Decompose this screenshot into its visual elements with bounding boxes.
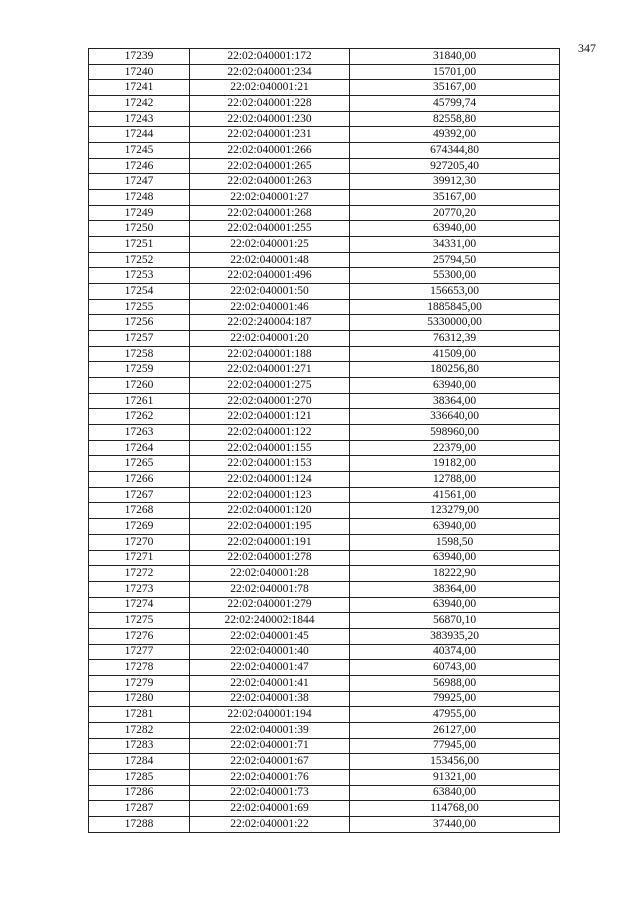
cadastral-number-cell: 22:02:040001:122 <box>190 425 350 441</box>
cadastral-number-cell: 22:02:040001:123 <box>190 487 350 503</box>
row-number-cell: 17267 <box>89 487 190 503</box>
cadastral-number-cell: 22:02:040001:172 <box>190 49 350 65</box>
value-cell: 38364,00 <box>350 581 560 597</box>
table-row <box>89 111 560 127</box>
cadastral-number-cell: 22:02:040001:263 <box>190 174 350 190</box>
row-number-cell: 17275 <box>89 613 190 629</box>
row-number-cell: 17274 <box>89 597 190 613</box>
table-row <box>89 96 560 112</box>
value-cell: 56870,10 <box>350 613 560 629</box>
cadastral-number-cell: 22:02:040001:41 <box>190 675 350 691</box>
value-cell: 76312,39 <box>350 331 560 347</box>
cadastral-number-cell: 22:02:040001:71 <box>190 738 350 754</box>
table-row <box>89 158 560 174</box>
cadastral-number-cell: 22:02:040001:234 <box>190 64 350 80</box>
table-row <box>89 487 560 503</box>
value-cell: 39912,30 <box>350 174 560 190</box>
cadastral-number-cell: 22:02:040001:496 <box>190 268 350 284</box>
cadastral-number-cell: 22:02:040001:48 <box>190 252 350 268</box>
cadastral-number-cell: 22:02:040001:78 <box>190 581 350 597</box>
cadastral-number-cell: 22:02:040001:153 <box>190 456 350 472</box>
table-row <box>89 707 560 723</box>
value-cell: 49392,00 <box>350 127 560 143</box>
row-number-cell: 17279 <box>89 675 190 691</box>
cadastral-number-cell: 22:02:040001:188 <box>190 346 350 362</box>
row-number-cell: 17244 <box>89 127 190 143</box>
cadastral-number-cell: 22:02:040001:266 <box>190 143 350 159</box>
row-number-cell: 17276 <box>89 628 190 644</box>
table-row <box>89 174 560 190</box>
value-cell: 12788,00 <box>350 472 560 488</box>
row-number-cell: 17264 <box>89 440 190 456</box>
cadastral-number-cell: 22:02:040001:120 <box>190 503 350 519</box>
row-number-cell: 17256 <box>89 315 190 331</box>
table-row <box>89 221 560 237</box>
value-cell: 383935,20 <box>350 628 560 644</box>
value-cell: 674344,80 <box>350 143 560 159</box>
row-number-cell: 17253 <box>89 268 190 284</box>
row-number-cell: 17278 <box>89 660 190 676</box>
cadastral-number-cell: 22:02:040001:255 <box>190 221 350 237</box>
row-number-cell: 17287 <box>89 801 190 817</box>
value-cell: 123279,00 <box>350 503 560 519</box>
table-row <box>89 628 560 644</box>
row-number-cell: 17251 <box>89 237 190 253</box>
row-number-cell: 17247 <box>89 174 190 190</box>
table-row <box>89 816 560 832</box>
table-row <box>89 205 560 221</box>
value-cell: 63940,00 <box>350 550 560 566</box>
table-row <box>89 691 560 707</box>
table-row <box>89 252 560 268</box>
table-row <box>89 581 560 597</box>
page-number: 347 <box>578 41 596 55</box>
table-row <box>89 237 560 253</box>
cadastral-number-cell: 22:02:240002:1844 <box>190 613 350 629</box>
row-number-cell: 17282 <box>89 722 190 738</box>
value-cell: 37440,00 <box>350 816 560 832</box>
cadastral-number-cell: 22:02:040001:268 <box>190 205 350 221</box>
value-cell: 63840,00 <box>350 785 560 801</box>
table-row <box>89 143 560 159</box>
row-number-cell: 17268 <box>89 503 190 519</box>
cadastral-number-cell: 22:02:040001:275 <box>190 378 350 394</box>
table-row <box>89 660 560 676</box>
cadastral-number-cell: 22:02:040001:228 <box>190 96 350 112</box>
row-number-cell: 17263 <box>89 425 190 441</box>
row-number-cell: 17285 <box>89 769 190 785</box>
row-number-cell: 17245 <box>89 143 190 159</box>
row-number-cell: 17272 <box>89 566 190 582</box>
table-row <box>89 440 560 456</box>
cadastral-number-cell: 22:02:040001:73 <box>190 785 350 801</box>
table-row <box>89 127 560 143</box>
table-row <box>89 190 560 206</box>
cadastral-number-cell: 22:02:040001:25 <box>190 237 350 253</box>
cadastral-number-cell: 22:02:040001:265 <box>190 158 350 174</box>
row-number-cell: 17281 <box>89 707 190 723</box>
table-row <box>89 613 560 629</box>
value-cell: 35167,00 <box>350 190 560 206</box>
row-number-cell: 17288 <box>89 816 190 832</box>
table-row <box>89 644 560 660</box>
table-row <box>89 268 560 284</box>
value-cell: 60743,00 <box>350 660 560 676</box>
value-cell: 56988,00 <box>350 675 560 691</box>
table-row <box>89 738 560 754</box>
row-number-cell: 17239 <box>89 49 190 65</box>
table-row <box>89 299 560 315</box>
table-row <box>89 597 560 613</box>
cadastral-number-cell: 22:02:040001:69 <box>190 801 350 817</box>
row-number-cell: 17265 <box>89 456 190 472</box>
cadastral-number-cell: 22:02:040001:40 <box>190 644 350 660</box>
row-number-cell: 17271 <box>89 550 190 566</box>
row-number-cell: 17277 <box>89 644 190 660</box>
table-row <box>89 284 560 300</box>
cadastral-number-cell: 22:02:040001:270 <box>190 393 350 409</box>
cadastral-number-cell: 22:02:040001:67 <box>190 754 350 770</box>
cadastral-number-cell: 22:02:040001:124 <box>190 472 350 488</box>
value-cell: 34331,00 <box>350 237 560 253</box>
table-row <box>89 785 560 801</box>
value-cell: 63940,00 <box>350 519 560 535</box>
value-cell: 55300,00 <box>350 268 560 284</box>
table-row <box>89 675 560 691</box>
table-row <box>89 503 560 519</box>
table-row <box>89 80 560 96</box>
table-row <box>89 346 560 362</box>
cadastral-number-cell: 22:02:040001:20 <box>190 331 350 347</box>
value-cell: 156653,00 <box>350 284 560 300</box>
cadastral-number-cell: 22:02:040001:191 <box>190 534 350 550</box>
value-cell: 19182,00 <box>350 456 560 472</box>
cadastral-number-cell: 22:02:040001:22 <box>190 816 350 832</box>
table-row <box>89 801 560 817</box>
table-row <box>89 362 560 378</box>
value-cell: 15701,00 <box>350 64 560 80</box>
row-number-cell: 17248 <box>89 190 190 206</box>
value-cell: 20770,20 <box>350 205 560 221</box>
table-row <box>89 566 560 582</box>
cadastral-number-cell: 22:02:040001:121 <box>190 409 350 425</box>
cadastral-number-cell: 22:02:040001:279 <box>190 597 350 613</box>
table-row <box>89 331 560 347</box>
row-number-cell: 17269 <box>89 519 190 535</box>
cadastral-number-cell: 22:02:040001:230 <box>190 111 350 127</box>
value-cell: 598960,00 <box>350 425 560 441</box>
row-number-cell: 17259 <box>89 362 190 378</box>
value-cell: 153456,00 <box>350 754 560 770</box>
value-cell: 82558,80 <box>350 111 560 127</box>
value-cell: 5330000,00 <box>350 315 560 331</box>
row-number-cell: 17280 <box>89 691 190 707</box>
value-cell: 91321,00 <box>350 769 560 785</box>
cadastral-number-cell: 22:02:040001:278 <box>190 550 350 566</box>
cadastral-number-cell: 22:02:040001:271 <box>190 362 350 378</box>
value-cell: 927205,40 <box>350 158 560 174</box>
table-row <box>89 49 560 65</box>
value-cell: 336640,00 <box>350 409 560 425</box>
row-number-cell: 17284 <box>89 754 190 770</box>
table-row <box>89 409 560 425</box>
table-body <box>89 49 560 833</box>
value-cell: 41561,00 <box>350 487 560 503</box>
value-cell: 18222,90 <box>350 566 560 582</box>
row-number-cell: 17246 <box>89 158 190 174</box>
cadastral-number-cell: 22:02:040001:50 <box>190 284 350 300</box>
row-number-cell: 17283 <box>89 738 190 754</box>
row-number-cell: 17249 <box>89 205 190 221</box>
value-cell: 22379,00 <box>350 440 560 456</box>
table-row <box>89 64 560 80</box>
cadastral-number-cell: 22:02:040001:76 <box>190 769 350 785</box>
row-number-cell: 17254 <box>89 284 190 300</box>
row-number-cell: 17257 <box>89 331 190 347</box>
table-row <box>89 425 560 441</box>
table-row <box>89 393 560 409</box>
row-number-cell: 17240 <box>89 64 190 80</box>
cadastral-number-cell: 22:02:040001:21 <box>190 80 350 96</box>
row-number-cell: 17266 <box>89 472 190 488</box>
value-cell: 26127,00 <box>350 722 560 738</box>
value-cell: 180256,80 <box>350 362 560 378</box>
table-row <box>89 769 560 785</box>
row-number-cell: 17250 <box>89 221 190 237</box>
cadastral-number-cell: 22:02:040001:231 <box>190 127 350 143</box>
value-cell: 31840,00 <box>350 49 560 65</box>
value-cell: 45799,74 <box>350 96 560 112</box>
cadastral-number-cell: 22:02:040001:47 <box>190 660 350 676</box>
value-cell: 1598,50 <box>350 534 560 550</box>
table-row <box>89 378 560 394</box>
cadastral-number-cell: 22:02:040001:195 <box>190 519 350 535</box>
table-row <box>89 472 560 488</box>
table-row <box>89 456 560 472</box>
row-number-cell: 17258 <box>89 346 190 362</box>
table-row <box>89 534 560 550</box>
row-number-cell: 17242 <box>89 96 190 112</box>
value-cell: 47955,00 <box>350 707 560 723</box>
row-number-cell: 17252 <box>89 252 190 268</box>
row-number-cell: 17261 <box>89 393 190 409</box>
row-number-cell: 17270 <box>89 534 190 550</box>
value-cell: 114768,00 <box>350 801 560 817</box>
value-cell: 1885845,00 <box>350 299 560 315</box>
cadastral-number-cell: 22:02:240004:187 <box>190 315 350 331</box>
value-cell: 38364,00 <box>350 393 560 409</box>
cadastral-number-cell: 22:02:040001:45 <box>190 628 350 644</box>
cadastral-number-cell: 22:02:040001:155 <box>190 440 350 456</box>
table-row <box>89 754 560 770</box>
value-cell: 77945,00 <box>350 738 560 754</box>
row-number-cell: 17260 <box>89 378 190 394</box>
row-number-cell: 17255 <box>89 299 190 315</box>
table-row <box>89 722 560 738</box>
value-cell: 41509,00 <box>350 346 560 362</box>
cadastral-value-table <box>88 48 560 833</box>
table-row <box>89 550 560 566</box>
value-cell: 79925,00 <box>350 691 560 707</box>
row-number-cell: 17262 <box>89 409 190 425</box>
value-cell: 63940,00 <box>350 597 560 613</box>
value-cell: 63940,00 <box>350 221 560 237</box>
row-number-cell: 17286 <box>89 785 190 801</box>
table-row <box>89 519 560 535</box>
cadastral-number-cell: 22:02:040001:38 <box>190 691 350 707</box>
row-number-cell: 17273 <box>89 581 190 597</box>
row-number-cell: 17243 <box>89 111 190 127</box>
cadastral-number-cell: 22:02:040001:28 <box>190 566 350 582</box>
value-cell: 63940,00 <box>350 378 560 394</box>
cadastral-number-cell: 22:02:040001:46 <box>190 299 350 315</box>
value-cell: 25794,50 <box>350 252 560 268</box>
row-number-cell: 17241 <box>89 80 190 96</box>
value-cell: 35167,00 <box>350 80 560 96</box>
table-row <box>89 315 560 331</box>
cadastral-number-cell: 22:02:040001:194 <box>190 707 350 723</box>
cadastral-number-cell: 22:02:040001:27 <box>190 190 350 206</box>
value-cell: 40374,00 <box>350 644 560 660</box>
cadastral-number-cell: 22:02:040001:39 <box>190 722 350 738</box>
